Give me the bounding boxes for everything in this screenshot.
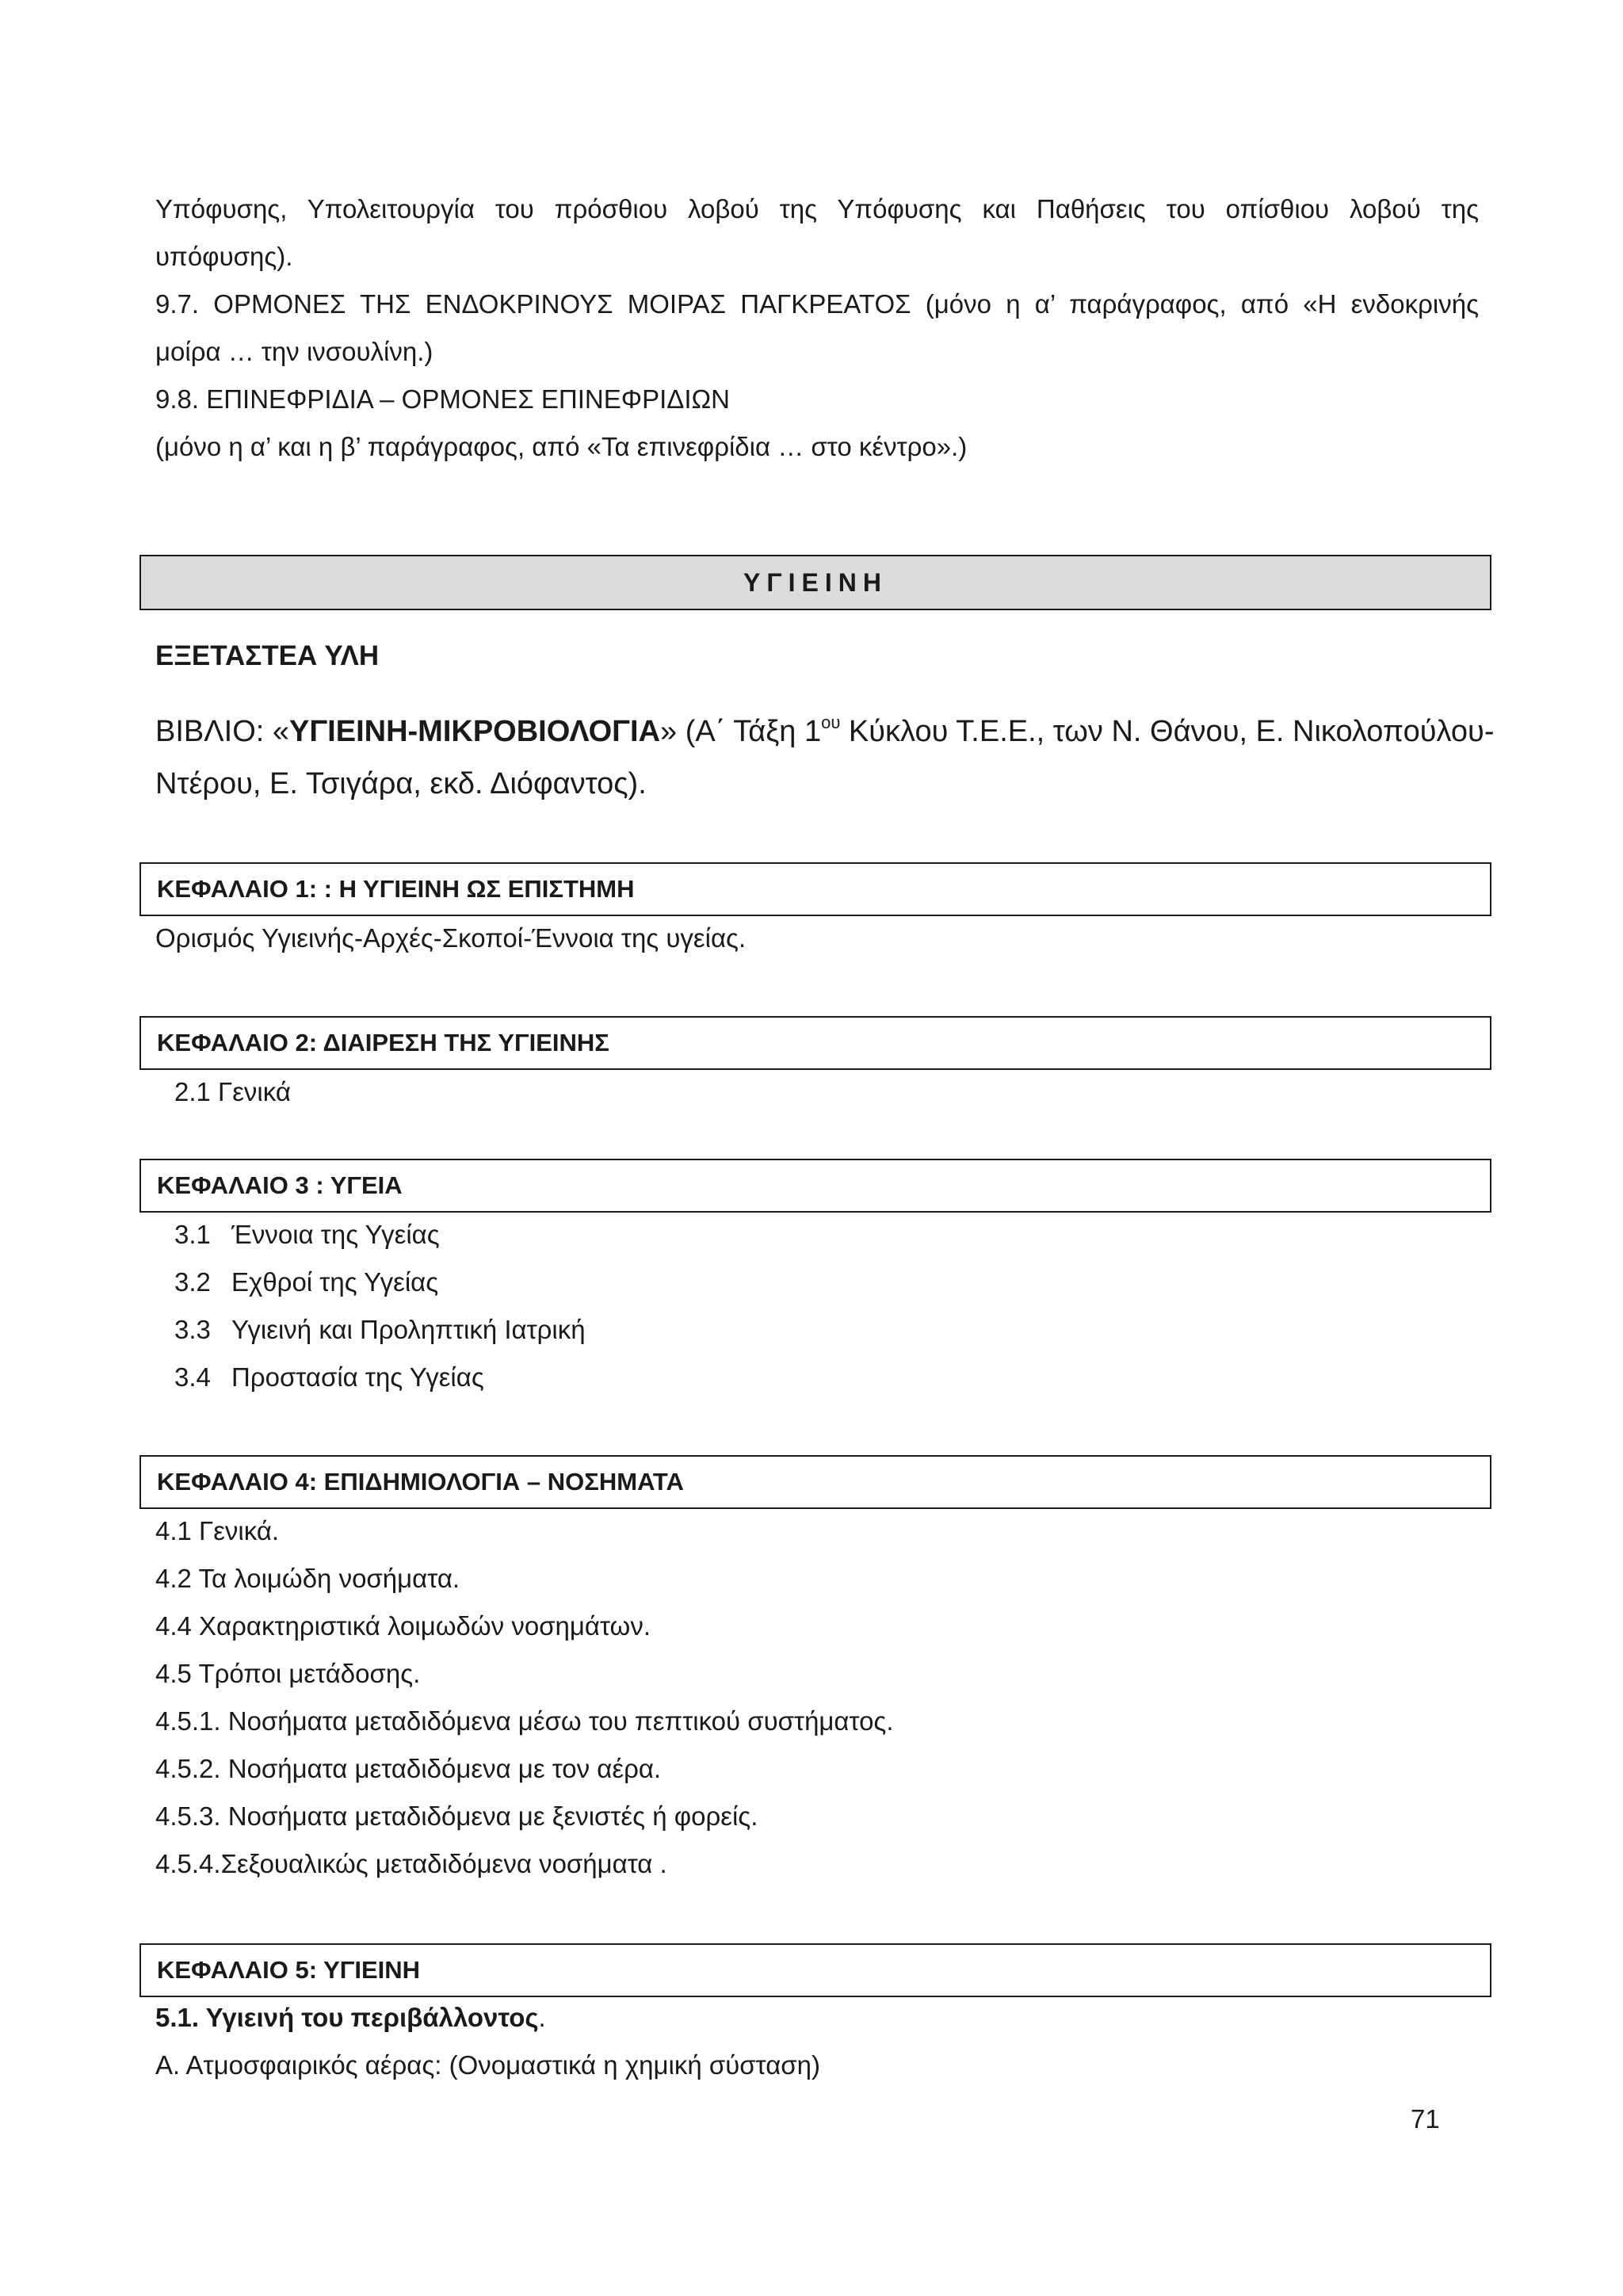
- chapter-5-title: ΚΕΦΑΛΑΙΟ 5: ΥΓΙΕΙΝΗ: [157, 1956, 421, 1984]
- section-title: ΥΓΙΕΙΝΗ: [743, 567, 888, 597]
- book-title: ΥΓΙΕΙΝΗ-ΜΙΚΡΟΒΙΟΛΟΓΙΑ: [289, 715, 661, 748]
- chapter-2-box: [139, 1016, 1491, 1070]
- chapter-5-subheading: 5.1. Υγιεινή του περιβάλλοντος.: [155, 2003, 546, 2032]
- exam-heading: ΕΞΕΤΑΣΤΕΑ ΥΛΗ: [155, 640, 380, 671]
- chapter-4-item: 4.1 Γενικά.: [155, 1516, 280, 1545]
- chapter-4-item: 4.5.4.Σεξουαλικώς μεταδιδόμενα νοσήματα .: [155, 1849, 667, 1878]
- intro-line-1: Υπόφυσης, Υπολειτουργία του πρόσθιου λοβού της Υπόφυσης και Παθήσεις του οπίσθιου λοβού της: [155, 194, 1479, 223]
- chapter-4-item: 4.2 Τα λοιμώδη νοσήματα.: [155, 1564, 460, 1593]
- intro-line-3: 9.7. ΟΡΜΟΝΕΣ ΤΗΣ ΕΝΔΟΚΡΙΝΟΥΣ ΜΟΙΡΑΣ ΠΑΓΚΡΕΑΤΟΣ (μόνο η α’ παράγραφος, από «Η ενδοκρινής: [155, 289, 1479, 319]
- book-prefix: ΒΙΒΛΙΟ: «: [155, 715, 289, 748]
- intro-line-4: μοίρα … την ινσουλίνη.): [155, 337, 433, 366]
- chapter-2-title: ΚΕΦΑΛΑΙΟ 2: ΔΙΑΙΡΕΣΗ ΤΗΣ ΥΓΙΕΙΝΗΣ: [157, 1029, 609, 1056]
- chapter-4-item: 4.5.2. Νοσήματα μεταδιδόμενα με τον αέρα.: [155, 1754, 662, 1783]
- book-reference-line-1: [155, 713, 1495, 750]
- chapter-3-title: ΚΕΦΑΛΑΙΟ 3 : ΥΓΕΙΑ: [157, 1171, 403, 1199]
- chapter-1-box: [139, 862, 1491, 916]
- chapter-3-item: 3.2 Εχθροί της Υγείας: [174, 1267, 439, 1297]
- chapter-4-item: 4.5 Τρόποι μετάδοσης.: [155, 1659, 421, 1688]
- chapter-1-text: Ορισμός Υγιεινής-Αρχές-Σκοποί-Έννοια της υγείας.: [155, 923, 747, 953]
- chapter-4-box: [139, 1455, 1491, 1509]
- chapter-2-item: 2.1 Γενικά: [174, 1077, 291, 1106]
- chapter-4-item: 4.5.3. Νοσήματα μεταδιδόμενα με ξενιστές ή φορείς.: [155, 1801, 758, 1831]
- chapter-3-box: [139, 1159, 1491, 1213]
- intro-line-2: υπόφυσης).: [155, 242, 293, 271]
- chapter-3-item: 3.4 Προστασία της Υγείας: [174, 1362, 484, 1392]
- chapter-5-item-a: Α. Ατμοσφαιρικός αέρας: (Ονομαστικά η χημική σύσταση): [155, 2050, 821, 2080]
- chapter-4-item: 4.5.1. Νοσήματα μεταδιδόμενα μέσω του πεπτικού συστήματος.: [155, 1706, 894, 1736]
- intro-line-5: 9.8. ΕΠΙΝΕΦΡΙΔΙΑ – ΟΡΜΟΝΕΣ ΕΠΙΝΕΦΡΙΔΙΩΝ: [155, 384, 730, 414]
- chapter-5-box: [139, 1943, 1491, 1997]
- page-number: 71: [1411, 2104, 1440, 2134]
- book-reference-line-2: Ντέρου, Ε. Τσιγάρα, εκδ. Διόφαντος).: [155, 767, 647, 800]
- book-middle: » (Α΄ Τάξη 1: [660, 715, 822, 748]
- chapter-3-item: 3.1 Έννοια της Υγείας: [174, 1220, 440, 1249]
- chapter-3-item: 3.3 Υγιεινή και Προληπτική Ιατρική: [174, 1315, 586, 1344]
- section-title-bar: [139, 555, 1491, 610]
- chapter-4-item: 4.4 Χαρακτηριστικά λοιμωδών νοσημάτων.: [155, 1611, 651, 1641]
- book-sup: ου: [821, 712, 841, 732]
- intro-line-6: (μόνο η α’ και η β’ παράγραφος, από «Τα επινεφρίδια … στο κέντρο».): [155, 432, 968, 461]
- chapter-1-title: ΚΕΦΑΛΑΙΟ 1: : Η ΥΓΙΕΙΝΗ ΩΣ ΕΠΙΣΤΗΜΗ: [157, 875, 635, 903]
- chapter-4-title: ΚΕΦΑΛΑΙΟ 4: ΕΠΙΔΗΜΙΟΛΟΓΙΑ – ΝΟΣΗΜΑΤΑ: [157, 1468, 684, 1496]
- book-rest: Κύκλου Τ.Ε.Ε., των Ν. Θάνου, Ε. Νικολοπούλου-: [840, 715, 1495, 748]
